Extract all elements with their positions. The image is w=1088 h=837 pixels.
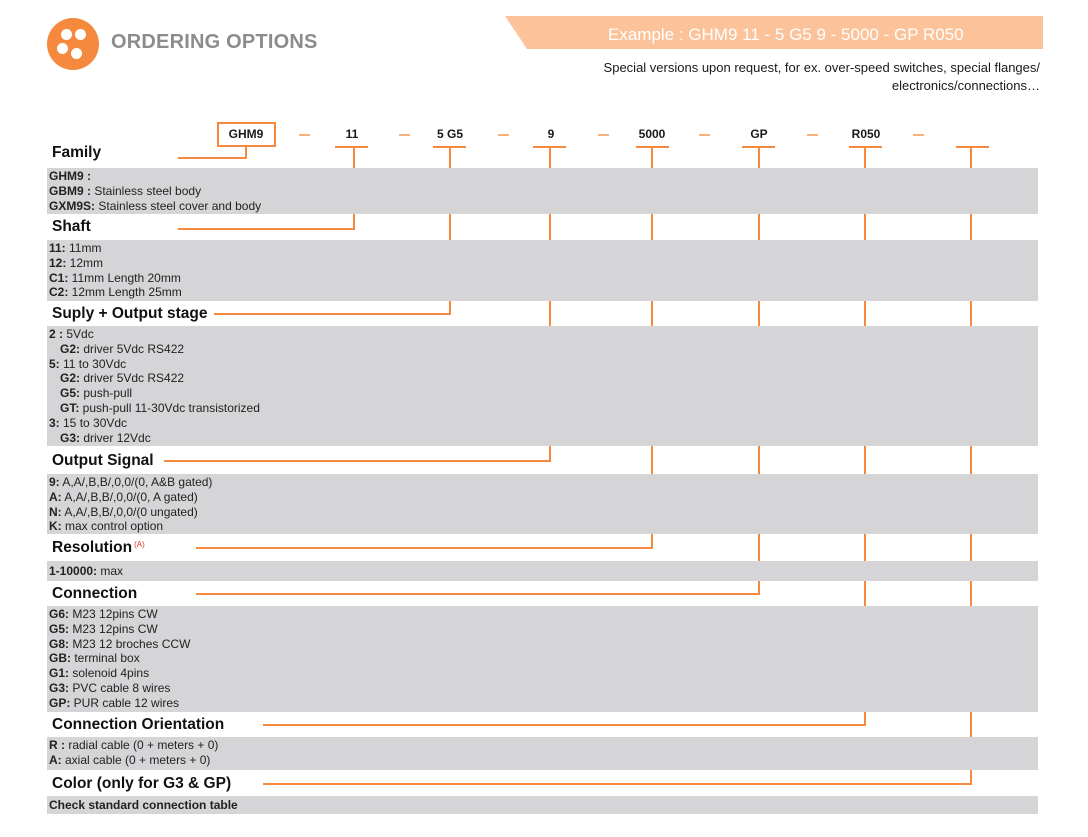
connector-line (164, 460, 551, 462)
section-output-signal-options (47, 474, 1038, 534)
code-underline (335, 146, 368, 148)
connector-line (214, 313, 451, 315)
company-logo (47, 18, 99, 70)
section-header-connection: Connection (52, 585, 138, 602)
code-connection: GP (750, 127, 768, 141)
connector-line (263, 724, 866, 726)
option-row: G2: driver 5Vdc RS422 (60, 341, 185, 356)
section-header-output-signal: Output Signal (52, 452, 154, 469)
special-versions-note: Special versions upon request, for ex. over-speed switches, special flanges/ electronics/connections… (603, 60, 1040, 93)
section-connection-options (47, 606, 1038, 712)
option-row: GB: terminal box (49, 651, 140, 666)
option-row: GHM9 : (49, 169, 91, 183)
option-row: N: A,A/,B,B/,0,0/(0 ungated) (49, 504, 198, 519)
section-header-family: Family (52, 144, 102, 161)
separator-dash (498, 134, 509, 136)
section-orientation-options (47, 737, 1038, 770)
option-row: GXM9S: Stainless steel cover and body (49, 198, 262, 213)
option-row: GT: push-pull 11-30Vdc transistorized (60, 400, 260, 415)
option-row: G3: PVC cable 8 wires (49, 680, 171, 695)
separator-dash (807, 134, 818, 136)
separator-dash (699, 134, 710, 136)
connector-line (263, 783, 972, 785)
option-row: G5: push-pull (60, 386, 133, 401)
footnote-marker: (A) (134, 540, 145, 549)
connector-line (178, 228, 355, 230)
example-text: Example : GHM9 11 - 5 G5 9 - 5000 - GP R050 (608, 25, 964, 44)
code-supply: 5 G5 (436, 127, 463, 141)
section-header-supply: Suply + Output stage (52, 305, 208, 322)
option-row: GP: PUR cable 12 wires (49, 695, 180, 710)
option-row: A: A,A/,B,B/,0,0/(0, A gated) (49, 489, 198, 504)
code-orientation: R050 (851, 127, 881, 141)
connector-line (196, 547, 653, 549)
code-output-signal: 9 (547, 127, 555, 141)
code-shaft: 11 (345, 127, 359, 141)
option-row: 9: A,A/,B,B/,0,0/(0, A&B gated) (49, 475, 213, 489)
option-row: G1: solenoid 4pins (49, 666, 150, 681)
option-row: GBM9 : Stainless steel body (49, 183, 202, 198)
connector-line (178, 157, 247, 159)
option-row: G8: M23 12 broches CCW (49, 636, 191, 651)
option-row: K: max control option (49, 519, 164, 534)
option-row: 5: 11 to 30Vdc (49, 356, 127, 371)
option-row: 12: 12mm (49, 255, 104, 270)
separator-dash (299, 134, 310, 136)
option-row: G5: M23 12pins CW (49, 621, 158, 636)
option-row: C1: 11mm Length 20mm (49, 270, 181, 285)
separator-dash (913, 134, 924, 136)
option-row: 1-10000: max (49, 564, 124, 578)
code-family: GHM9 (228, 127, 264, 141)
option-row: 11: 11mm (49, 241, 102, 255)
connector-line (196, 593, 760, 595)
section-header-resolution: Resolution $^{(A)}$ (52, 539, 145, 556)
separator-dash (598, 134, 609, 136)
section-resolution-options (47, 561, 1038, 581)
section-color-options (47, 796, 1038, 814)
section-shaft-options (47, 240, 1038, 301)
separator-dash (399, 134, 410, 136)
section-family-options (47, 168, 1038, 214)
option-row: G3: driver 12Vdc (60, 430, 151, 445)
page-title: ORDERING OPTIONS (111, 31, 318, 53)
section-header-orientation: Connection Orientation (52, 716, 225, 733)
section-header-color: Color (only for G3 & GP) (52, 775, 232, 792)
option-row: Check standard connection table (49, 798, 238, 812)
option-row: G2: driver 5Vdc RS422 (60, 371, 185, 386)
option-row: C2: 12mm Length 25mm (49, 285, 182, 300)
section-header-shaft: Shaft (52, 218, 91, 235)
option-row: R : radial cable (0 + meters + 0) (49, 738, 219, 752)
code-underline (956, 146, 989, 148)
section-supply-options (47, 326, 1038, 446)
option-row: 3: 15 to 30Vdc (49, 415, 128, 430)
option-row: A: axial cable (0 + meters + 0) (49, 752, 211, 767)
option-row: G6: M23 12pins CW (49, 607, 158, 621)
code-resolution: 5000 (638, 127, 666, 141)
option-row: 2 : 5Vdc (49, 327, 94, 341)
